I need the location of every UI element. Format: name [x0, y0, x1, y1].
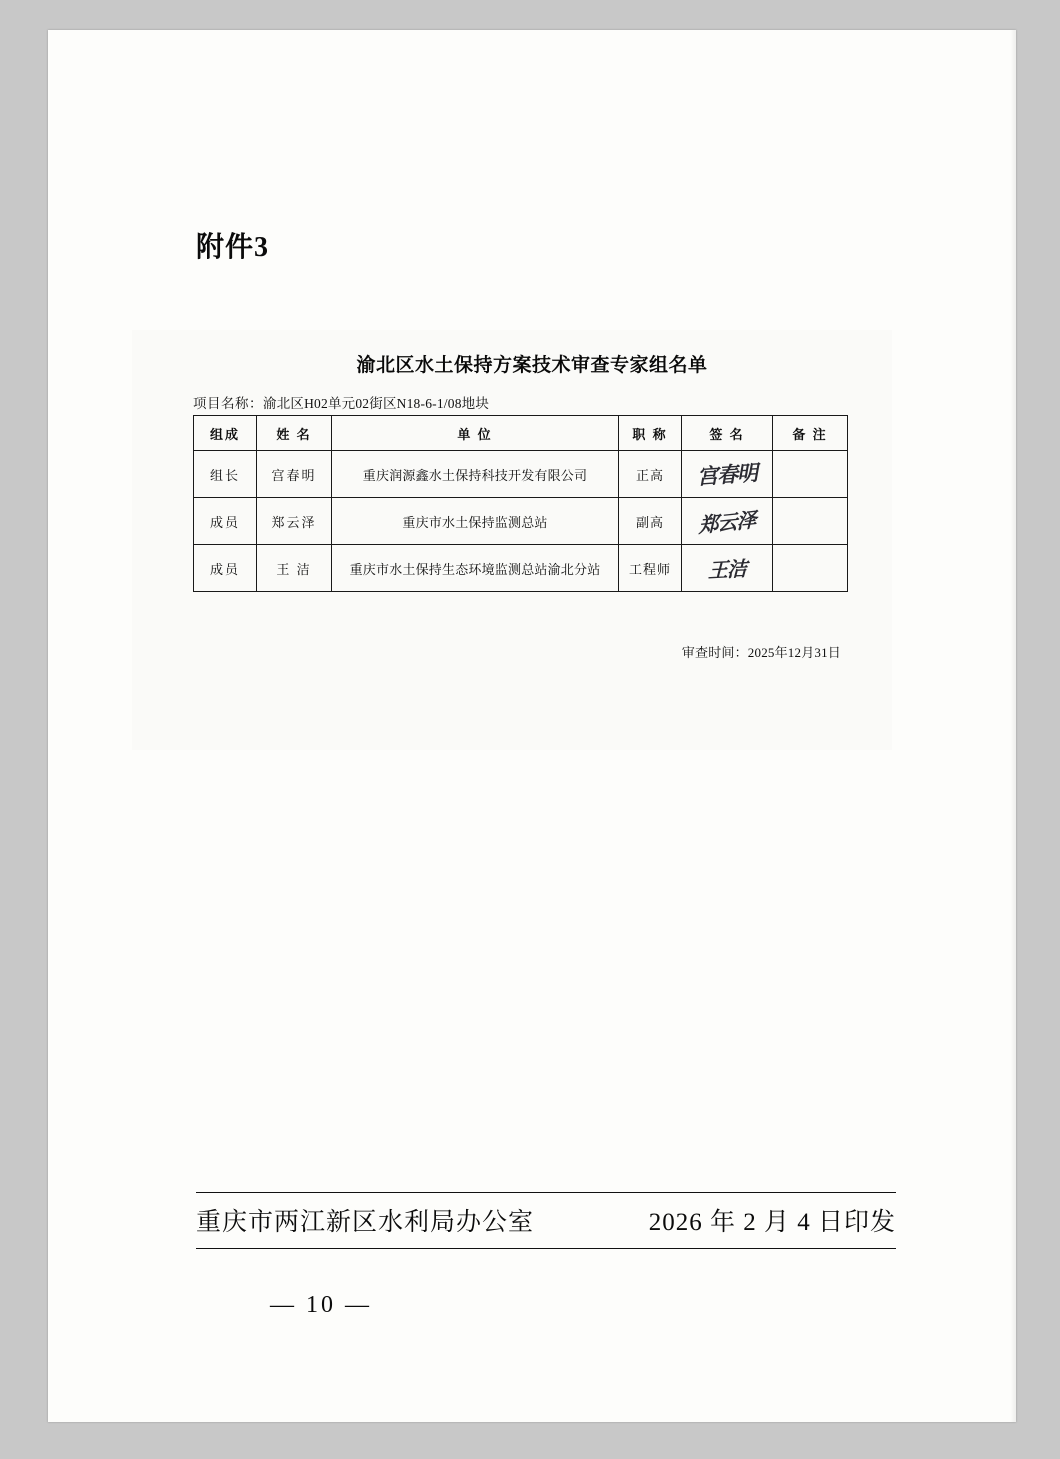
page-title: 渝北区水土保持方案技术审查专家组名单	[356, 355, 708, 376]
footer-divider-bottom	[196, 1248, 896, 1249]
review-time: 审查时间：2025年12月31日	[681, 645, 841, 660]
cell-title: 正高	[619, 451, 682, 498]
column-header-name: 姓 名	[257, 416, 332, 451]
cell-note	[773, 498, 848, 545]
cell-name: 宫春明	[257, 451, 332, 498]
cell-signature	[682, 451, 773, 498]
footer-row	[196, 1202, 896, 1238]
expert-list-table	[193, 415, 848, 592]
cell-name: 郑云泽	[257, 498, 332, 545]
cell-note	[773, 451, 848, 498]
table-header-row	[194, 416, 848, 451]
page-edge-shadow	[1010, 30, 1016, 1422]
project-name-label: 项目名称：	[193, 396, 263, 411]
cell-group: 成员	[194, 545, 257, 592]
signature-handwriting: 王洁	[707, 556, 747, 583]
cell-unit: 重庆润源鑫水土保持科技开发有限公司	[332, 451, 619, 498]
cell-note	[773, 545, 848, 592]
page-number: — 10 —	[270, 1292, 372, 1318]
signature-handwriting: 宫春明	[696, 459, 758, 490]
footer-divider-top	[196, 1192, 896, 1193]
column-header-note: 备 注	[773, 416, 848, 451]
document-page	[48, 30, 1016, 1422]
signature-handwriting: 郑云泽	[698, 507, 756, 538]
table-row	[194, 451, 848, 498]
column-header-group: 组成	[194, 416, 257, 451]
project-name-line	[193, 392, 489, 412]
cell-signature	[682, 545, 773, 592]
cell-title: 副高	[619, 498, 682, 545]
project-name-value: 渝北区H02单元02街区N18-6-1/08地块	[263, 396, 490, 411]
table-row	[194, 498, 848, 545]
column-header-unit: 单 位	[332, 416, 619, 451]
cell-group: 组长	[194, 451, 257, 498]
cell-unit: 重庆市水土保持生态环境监测总站渝北分站	[332, 545, 619, 592]
cell-unit: 重庆市水土保持监测总站	[332, 498, 619, 545]
column-header-title: 职 称	[619, 416, 682, 451]
column-header-signature: 签 名	[682, 416, 773, 451]
cell-group: 成员	[194, 498, 257, 545]
table-row	[194, 545, 848, 592]
cell-signature	[682, 498, 773, 545]
cell-title: 工程师	[619, 545, 682, 592]
footer-issue-date: 2026 年 2 月 4 日印发	[648, 1209, 896, 1236]
page-content	[48, 30, 1016, 1422]
footer-issuer: 重庆市两江新区水利局办公室	[196, 1209, 535, 1236]
attachment-label: 附件3	[196, 232, 270, 263]
cell-name: 王 洁	[257, 545, 332, 592]
